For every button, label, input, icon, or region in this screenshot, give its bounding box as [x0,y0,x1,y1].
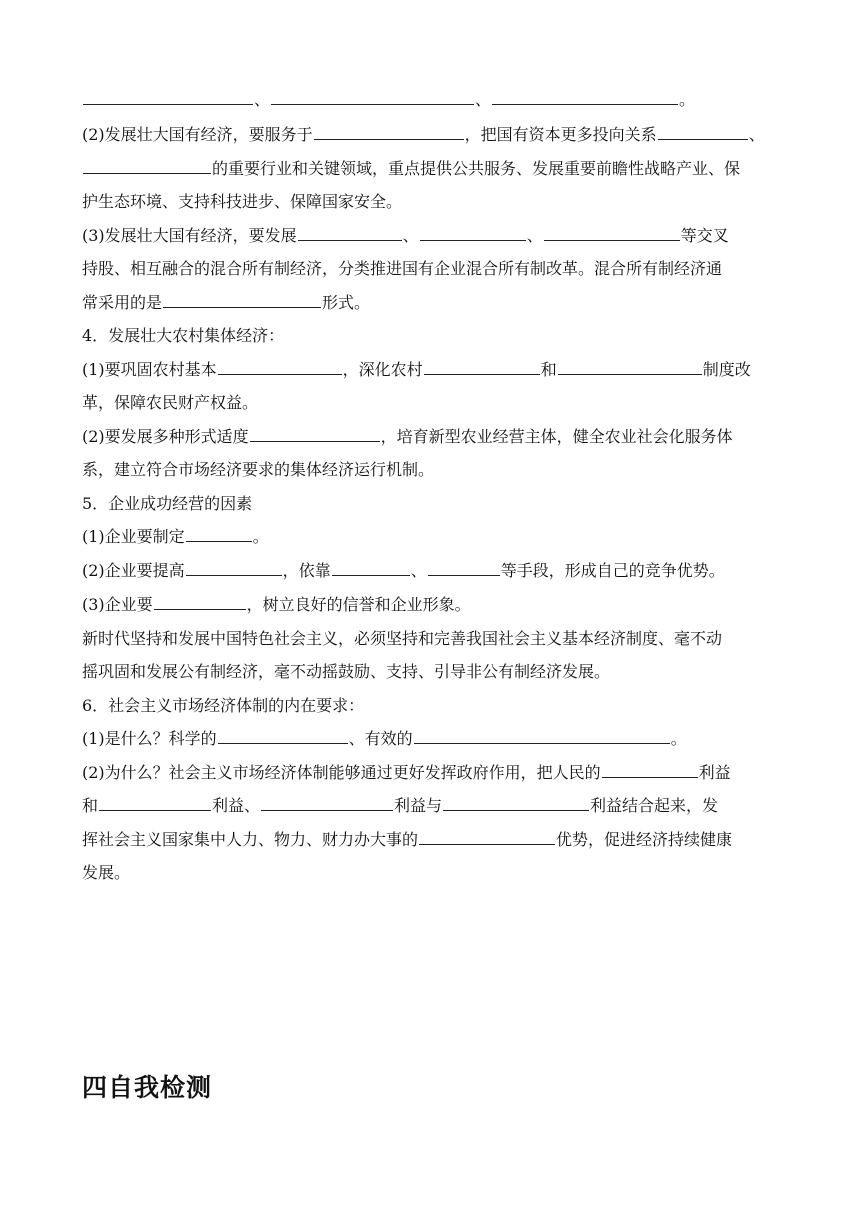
fill-blank[interactable] [154,595,246,610]
text-line: 挥社会主义国家集中人力、物力、财力办大事的 优势，促进经济持续健康 [82,830,733,849]
text-line: (1)是什么？科学的 、有效的 。 [82,729,687,748]
text-line: 系，建立符合市场经济要求的集体经济运行机制。 [82,460,435,479]
fill-blank[interactable] [186,561,282,576]
fill-blank[interactable] [218,360,342,375]
list-heading: 4．发展壮大农村集体经济： [82,326,285,345]
text-line: 摇巩固和发展公有制经济，毫不动摇鼓励、支持、引导非公有制经济发展。 [82,662,611,681]
text-line: 革，保障农民财产权益。 [82,393,259,412]
text-line: 的重要行业和关键领域，重点提供公共服务、发展重要前瞻性战略产业、保 [82,159,740,181]
fill-blank[interactable] [314,125,464,140]
fill-blank[interactable] [250,427,380,442]
text-line: (2)为什么？社会主义市场经济体制能够通过更好发挥政府作用，把人民的 利益 [82,763,731,782]
text-line: (1)要巩固农村基本 ，深化农村 和 制度改 [82,360,751,379]
fill-blank[interactable] [428,561,500,576]
fill-blank[interactable] [261,796,393,811]
text-line: (2)企业要提高 ，依靠 、 等手段，形成自己的竞争优势。 [82,561,725,580]
list-heading: 6．社会主义市场经济体制的内在要求： [82,696,365,715]
text-line: 和 利益、 利益与 利益结合起来，发 [82,796,719,815]
fill-blank[interactable] [544,226,680,241]
fill-blank[interactable] [218,729,348,744]
fill-blank[interactable] [492,90,678,105]
fill-blank[interactable] [271,90,474,105]
text-line: (3)发展壮大国有经济，要发展 、 、 等交叉 [82,226,729,245]
fill-blank[interactable] [602,763,698,778]
fill-blank[interactable] [419,830,555,845]
list-heading: 5．企业成功经营的因素 [82,494,253,513]
text-line: (3)企业要 ，树立良好的信誉和企业形象。 [82,595,471,614]
text-line: (1)企业要制定 。 [82,527,269,546]
section-heading: 四自我检测 [82,1073,213,1102]
text-line: (2)要发展多种形式适度 ，培育新型农业经营主体，健全农业社会化服务体 [82,427,733,446]
text-line: 常采用的是 形式。 [82,293,371,312]
text-line: 持股、相互融合的混合所有制经济，分类推进国有企业混合所有制改革。混合所有制经济通 [82,259,723,278]
fill-blank[interactable] [332,561,410,576]
text-line: 新时代坚持和发展中国特色社会主义，必须坚持和完善我国社会主义基本经济制度、毫不动 [82,629,723,648]
text-line: 发展。 [82,863,131,882]
text-line: (2)发展壮大国有经济，要服务于 ，把国有资本更多投向关系 、 [82,125,765,144]
fill-blank[interactable] [420,226,526,241]
fill-blank[interactable] [83,90,253,105]
fill-blank[interactable] [163,293,321,308]
fill-blank[interactable] [658,125,748,140]
fill-blank[interactable] [99,796,211,811]
fill-blank[interactable] [414,729,670,744]
fill-blank[interactable] [186,527,252,542]
text-line: 护生态环境、支持科技进步、保障国家安全。 [82,192,403,211]
fill-blank[interactable] [298,226,402,241]
fill-blank[interactable] [443,796,589,811]
text-line: 、 、 。 [82,90,695,112]
fill-blank[interactable] [424,360,540,375]
fill-blank[interactable] [558,360,702,375]
fill-blank[interactable] [83,159,211,174]
